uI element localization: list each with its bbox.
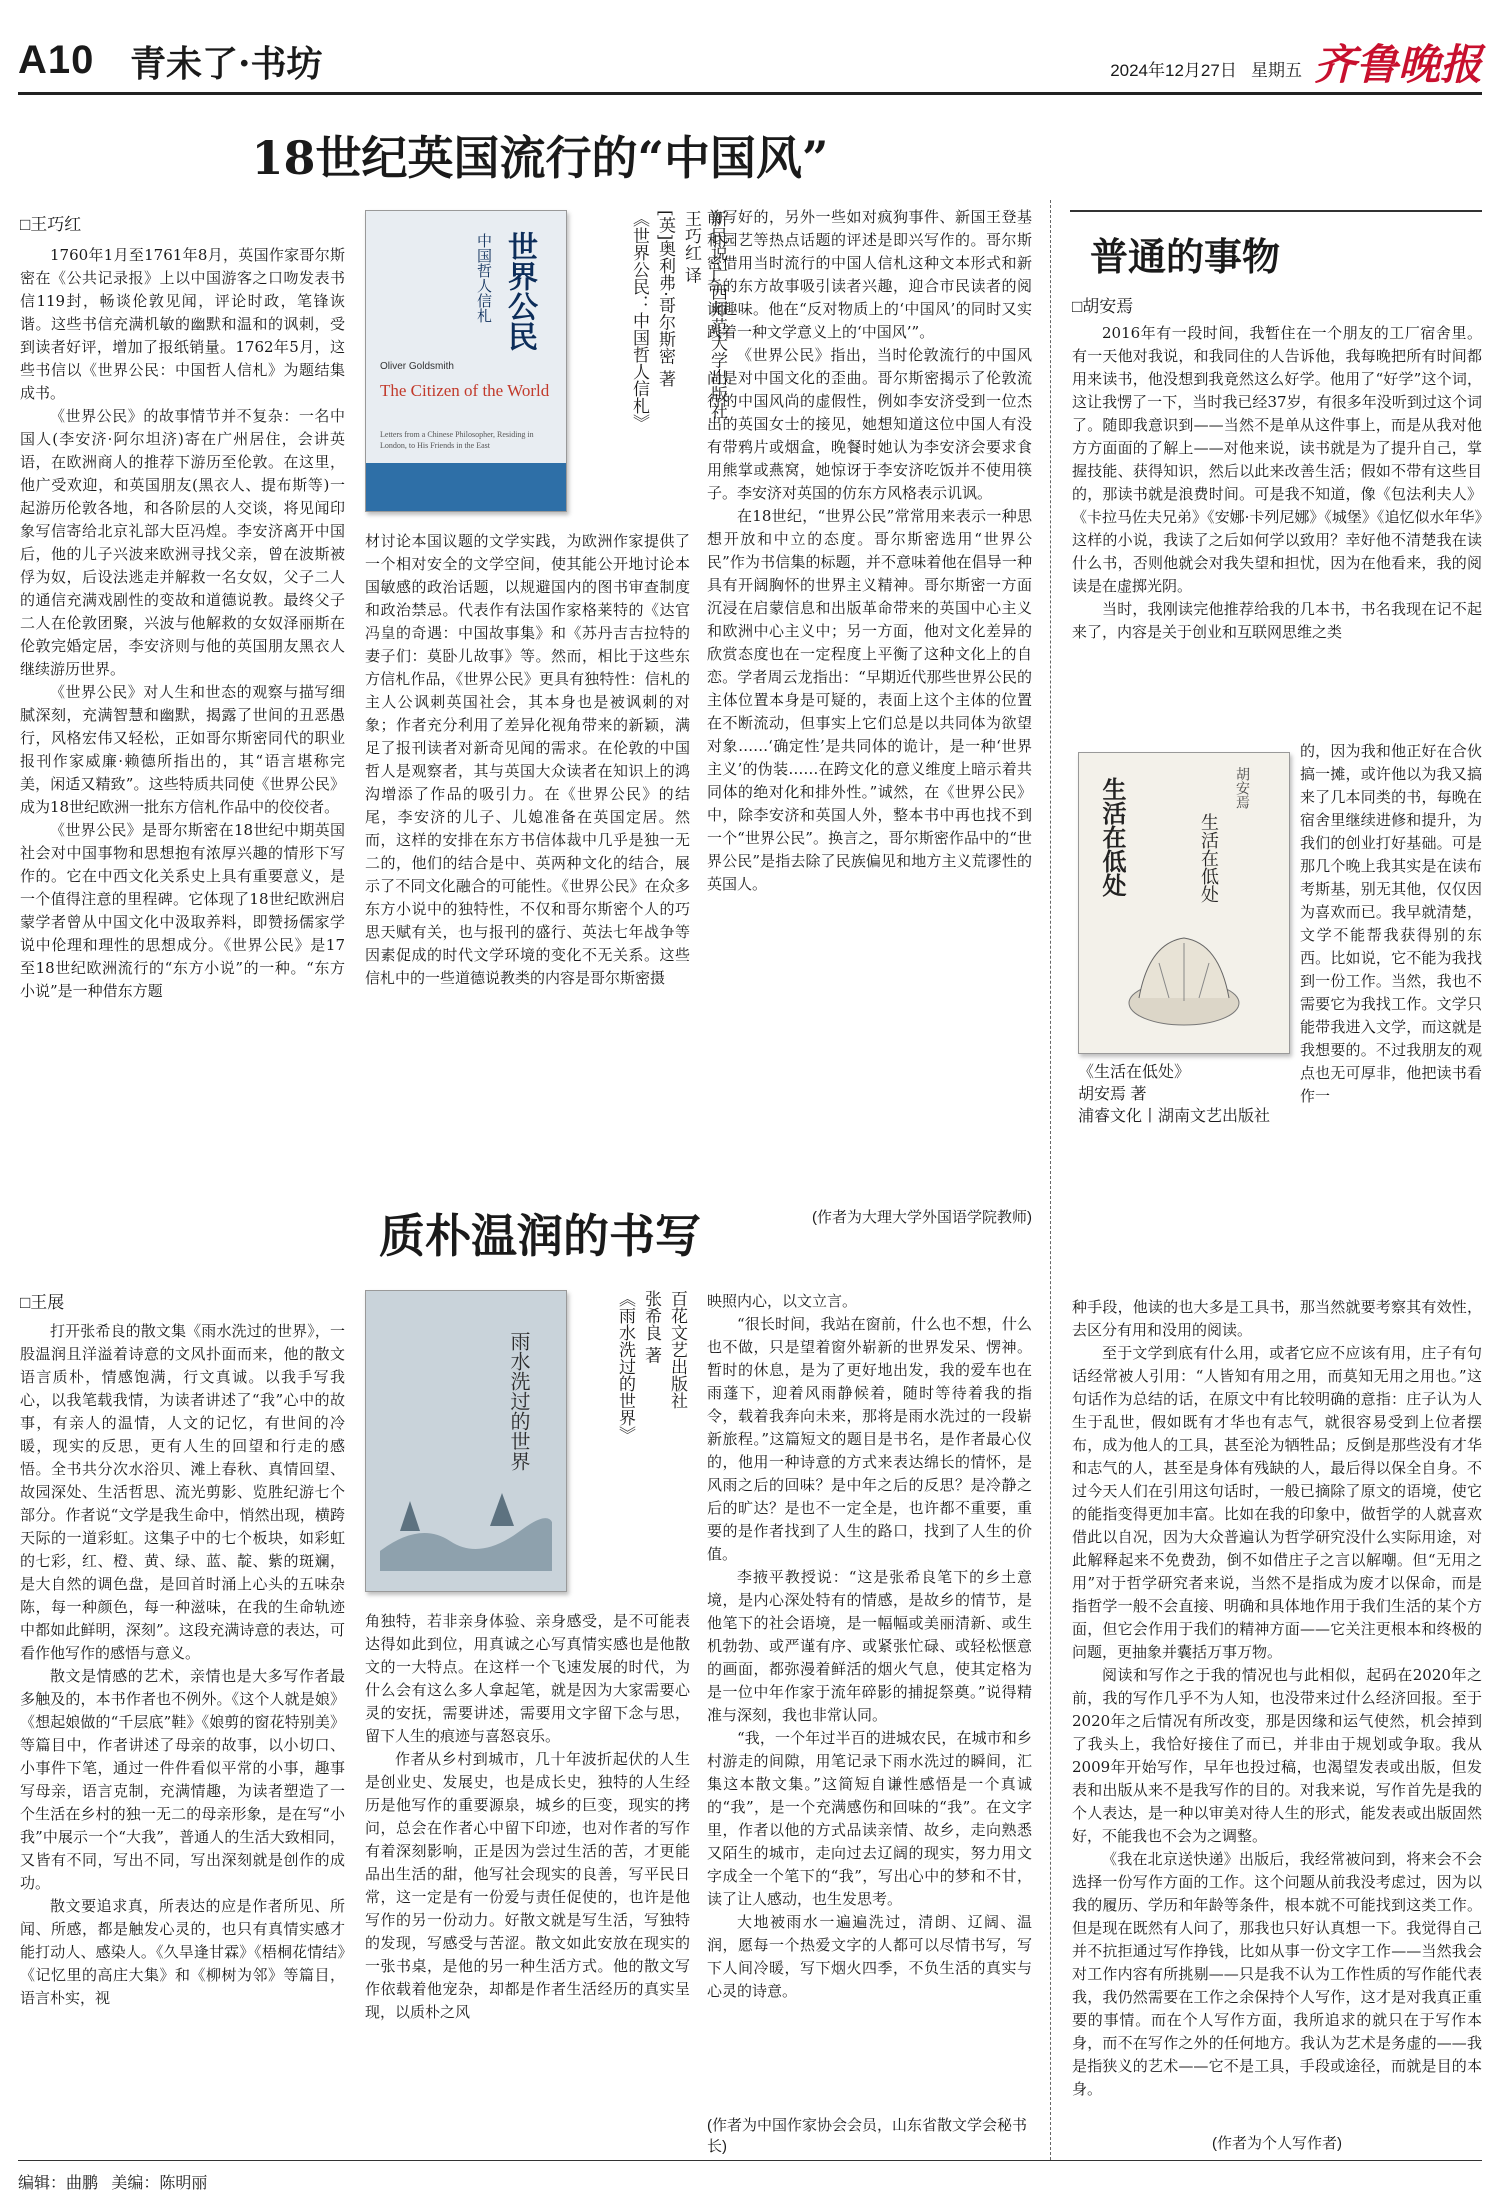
newspaper-logo: 齐鲁晚报 [1313, 40, 1482, 89]
article1-author-note: (作者为大理大学外国语学院教师) [812, 1209, 1032, 1226]
date: 2024年12月27日 [1110, 61, 1237, 80]
book1-title: 《世界公民：中国哲人信札》 [629, 210, 649, 431]
section-title: 青未了·书坊 [130, 43, 323, 85]
cover-band [366, 463, 566, 511]
book-cover-citizen [365, 210, 567, 512]
paragraph: 打开张希良的散文集《雨水洗过的世界》，一股温润且洋溢着诗意的文风扑面而来，他的散文语言质朴，情感饱满，行文真诚。以我手写我心，以我笔载我情，为读者讲述了“我”心中的故事，有亲人的温情，人文的记忆，有世间的冷暖，现实的反思，更有人生的回望和行走的感悟。全书共分次水浴贝、滩上春秋、真情回望、故园深处、生活哲思、流光剪影、览胜纪游七个部分。作者说“文学是我生命中，悄然出现，横跨天际的一道彩虹。这集子中的七个板块，如彩虹的七彩，红、橙、黄、绿、蓝、靛、紫的斑斓，是大自然的调色盘，是回首时涌上心头的五味杂陈，每一种颜色，每一种滋味，在我的生命轨迹中都如此鲜明，深刻”。这段充满诗意的表达，可看作他写作的感悟与意义。 [20, 1322, 345, 1662]
cover-title-left: 生活在低处 [1098, 777, 1127, 897]
article2-top-rule [1070, 210, 1482, 212]
article1-column-1 [20, 244, 345, 1234]
paragraph: 前写好的，另外一些如对疯狗事件、新国王登基和园艺等热点话题的评述是即兴写作的。哥尔斯密借用当时流行的中国人信札这种文本形式和新奇的东方故事吸引读者兴趣，迎合市民读者的阅读趣味。他在“反对物质上的‘中国风’的同时又实践着一种文学意义上的‘中国风’”。 [707, 208, 1032, 341]
paragraph: 2016年有一段时间，我暂住在一个朋友的工厂宿舍里。有一天他对我说，和我同住的人告诉他，我每晚把所有时间都用来读书，他没想到我竟然这么好学。他用了“好学”这个词，这让我愣了一下，当时我已经37岁，有很多年没听到过这个词了。随即我意识到——当然不是单从这件事上，而是从我对他方方面面的了解上——对他来说，读书就是为了提升自己，掌握技能、获得知识，然后以此来改善生活；假如不带有这些目的，那读书就是浪费时间。可是我不知道，像《包法利夫人》《卡拉马佐夫兄弟》《安娜·卡列尼娜》《城堡》《追忆似水年华》这样的小说，我读了之后如何学以致用？幸好他不清楚我在读什么书，否则他就会对我失望和担忧，因为在他看来，我的阅读是在虚掷光阴。 [1072, 324, 1482, 595]
article3-column-2 [365, 1610, 690, 2155]
article2-column-b [1300, 740, 1482, 1292]
paragraph: 《世界公民》对人生和世态的观察与描写细腻深刻，充满智慧和幽默，揭露了世间的丑恶愚行，风格宏伟又轻松，正如哥尔斯密同代的职业报刊作家威廉·赖德所指出的，其“语言堪称完美，闲适又精致”。这些特质共同使《世界公民》成为18世纪欧洲一批东方信札作品中的佼佼者。 [20, 683, 345, 816]
masthead [18, 30, 1482, 95]
paragraph: 散文是情感的艺术，亲情也是大多写作者最多触及的，本书作者也不例外。《这个人就是娘》《想起娘做的“千层底”鞋》《娘剪的窗花特别美》等篇目中，作者讲述了母亲的故事，以小切口、小事件下笔，通过一件件看似平常的小事，趣事写母亲，语言克制，充满情趣，为读者塑造了一个生活在乡村的独一无二的母亲形象，是在写“小我”中展示一个“大我”，普通人的生活大致相同，又皆有不同，写出不同，写出深刻就是创作的成功。 [20, 1667, 345, 1892]
article2-column-a [1072, 322, 1482, 736]
paragraph: “很长时间，我站在窗前，什么也不想，什么也不做，只是望着窗外崭新的世界发呆、愣神。暂时的休息，是为了更好地出发，我的爱车也在雨蓬下，迎着风雨静候着，随时等待着我的指令，载着我奔向未来，那将是雨水洗过的一段崭新旅程。”这篇短文的题目是书名，是作者最心仪的，他用一种诗意的方式来表达绵长的情怀，是风雨之后的回味？是中年之后的反思？是冷静之后的旷达？是也不一定全是，也许都不重要，重要的是作者找到了人生的路口，找到了人生的价值。 [707, 1315, 1032, 1563]
book1-publisher: 新民说·广西师范大学出版社 [707, 210, 727, 420]
paragraph: 1760年1月至1761年8月，英国作家哥尔斯密在《公共记录报》上以中国游客之口吻发表书信119封，畅谈伦敦见闻，评论时政，笔锋诙谐。这些书信充满机敏的幽默和温和的讽刺，受到读者好评，增加了报纸销量。1762年5月，这些书信以《世界公民：中国哲人信札》为题结集成书。 [20, 246, 345, 402]
article2-title: 普通的事物 [1090, 234, 1281, 279]
cover-en-subtitle: Letters from a Chinese Philosopher, Residing in London, to His Friends in the East [380, 430, 534, 450]
article3-byline: □王展 [20, 1293, 65, 1312]
article1-title: 18世纪英国流行的“中国风” [251, 131, 829, 185]
book2-author: 胡安焉 著 [1078, 1086, 1147, 1103]
article3-column-1 [20, 1320, 345, 2155]
book3-title: 《雨水洗过的世界》 [615, 1290, 635, 1443]
paragraph: 的，因为我和他正好在合伙搞一摊，或许他以为我又搞来了几本同类的书，每晚在宿舍里继续进修和提升，为我们的创业打好基础。可是那几个晚上我其实是在读布考斯基，别无其他，仅仅因为喜欢而已。我早就清楚，文学不能帮我获得别的东西。比如说，它不能为我找到一份工作。当然，我也不需要它为我找工作。文学只能带我进入文学，而这就是我想要的。不过我朋友的观点也无可厚非，他把读书看作一 [1300, 742, 1482, 1105]
book2-title: 《生活在低处》 [1078, 1064, 1191, 1081]
paragraph: 阅读和写作之于我的情况也与此相似，起码在2020年之前，我的写作几乎不为人知，也没带来过什么经济回报。至于2020年之后情况有所改变，那是因缘和运气使然，机会掉到了我头上，我恰好接住了而已，并非由于规划或争取。我从2009年开始写作，早年也投过稿，也渴望发表或出版，但发表和出版从来不是我写作的目的。对我来说，写作首先是我的个人表达，是一种以审美对待人生的形式，能发表或出版固然好，不能我也不会为之调整。 [1072, 1666, 1482, 1845]
paragraph: “我，一个年过半百的进城农民，在城市和乡村游走的间隙，用笔记录下雨水洗过的瞬间，汇集这本散文集。”这简短自谦性感悟是一个真诚的“我”，是一个充满感伤和回味的“我”。在文字里，作者以他的方式品读亲情、故乡，走向熟悉又陌生的城市，走向过去辽阔的现实，努力用文字成全一个笔下的“我”，写出心中的梦和不甘，读了让人感动，也生发思考。 [707, 1729, 1032, 1908]
paragraph: 材讨论本国议题的文学实践，为欧洲作家提供了一个相对安全的文学空间，使其能公开地讨论本国敏感的政治话题，以规避国内的图书审查制度和政治禁忌。代表作有法国作家格莱特的《达官冯皇的奇遇：中国故事集》和《苏丹吉吉拉特的妻子们：莫卧儿故事》等。然而，相比于这些东方信札作品，《世界公民》更具有独特性：信札的主人公讽刺英国社会，其本身也是被讽刺的对象；作者充分利用了差异化视角带来的新颖，满足了报刊读者对新奇见闻的需求。在伦敦的中国哲人是观察者，其与英国大众读者在知识上的鸿沟增添了作品的吸引力。在《世界公民》的结尾，李安济的儿子、儿媳准备在英国定居。然而，这样的安排在东方书信体裁中几乎是独一无二的，他们的结合是中、英两种文化的结合，展示了不同文化融合的可能性。《世界公民》在众多东方小说中的独特性，不仅和哥尔斯密个人的巧思天赋有关，也与报刊的盛行、英法七年战争等因素促成的时代文学环境的变化不无关系。这些信札中的一些道德说教类的内容是哥尔斯密摄 [365, 532, 690, 987]
designer-credit: 美编：陈明丽 [111, 2175, 208, 2192]
column-divider [1050, 200, 1051, 2160]
article1-column-2 [365, 530, 690, 1234]
book2-publisher: 浦睿文化丨湖南文艺出版社 [1078, 1108, 1271, 1125]
cover-subtitle: 中国哲人信札 [475, 233, 493, 323]
paragraph: 散文要追求真，所表达的应是作者所见、所闻、所感，都是触发心灵的，也只有真情实感才能打动人、感染人。《久旱逢甘霖》《梧桐花情结》《记忆里的高庄大集》和《柳树为邻》等篇目，语言朴实，视 [20, 1897, 345, 2007]
paragraph: 映照内心，以文立言。 [707, 1292, 858, 1310]
footer-rule [18, 2160, 1482, 2161]
paragraph: 大地被雨水一遍遍洗过，清朗、辽阔、温润，愿每一个热爱文字的人都可以尽情书写，写下人间冷暖，写下烟火四季，不负生活的真实与心灵的诗意。 [707, 1913, 1032, 2000]
paragraph: 在18世纪，“世界公民”常常用来表示一种思想开放和中立的态度。哥尔斯密选用“世界公民”作为书信集的标题，并不意味着他在倡导一种具有开阔胸怀的世界主义精神。哥尔斯密一方面沉浸在启蒙信息和出版革命带来的英国中心主义和欧洲中心主义中；另一方面，他对文化差异的欣赏态度也在一定程度上平衡了这种文化上的自恋。学者周云龙指出：“早期近代那些世界公民的主体位置本身是可疑的，表面上这个主体的位置在不断流动，但事实上它们总是以共同体为欲望对象……‘确定性’是共同体的诡计，是一种‘世界主义’的伪装……在跨文化的意义维度上暗示着共同体的绝对化和排外性。”诚然，在《世界公民》中，除李安济和英国人外，整本书中再也找不到一个“世界公民”。换言之，哥尔斯密作品中的“世界公民”是指去除了民族偏见和地方主义荒谬性的英国人。 [707, 507, 1032, 893]
dateline [1110, 56, 1302, 81]
article1-column-3 [707, 206, 1032, 1206]
paragraph: 至于文学到底有什么用，或者它应不应该有用，庄子有句话经常被人引用：“人皆知有用之用，而莫知无用之用也。”这句话作为总结的话，在原文中有比较明确的意指：庄子认为人生于乱世，假如既有才华也有志气，就很容易受到上位者摆布，成为他人的工具，甚至沦为牺牲品；反倒是那些没有才华和志气的人，甚至是身体有残缺的人，最后得以保全自身。不过今天人们在引用这句话时，一般已摘除了原文的语境，使它的能指变得更加丰富。比如在我的印象中，做哲学的人就喜欢借此以自况，因为大众普遍认为哲学研究没什么实际用途，对此解释起来不免费劲，倒不如借庄子之言以解嘲。但“无用之用”对于哲学研究者来说，当然不是指成为废才以保命，而是指哲学一般不会直接、明确和具体地作用于我们生活的某个方面，但它会作用于我们的精神方面——它关注更根本和终极的问题，更抽象并囊括万事万物。 [1072, 1344, 1482, 1661]
paragraph: 角独特，若非亲身体验、亲身感受，是不可能表达得如此到位，用真诚之心写真情实感也是他散文的一大特点。在这样一个飞速发展的时代，为什么会有这么多人拿起笔，就是因为大家需要心灵的安抚，需要讲述，需要用文字留下念与思，留下人生的痕迹与喜怒哀乐。 [365, 1612, 690, 1745]
paragraph: 种手段，他读的也大多是工具书，那当然就要考察其有效性，去区分有用和没用的阅读。 [1072, 1298, 1482, 1339]
cover-title: 雨水洗过的世界 [507, 1331, 531, 1471]
book3-info [580, 1290, 690, 1590]
book-cover-living-low [1078, 752, 1290, 1054]
paragraph: 《世界公民》的故事情节并不复杂：一名中国人(李安济·阿尔坦济)寄在广州居住，会讲英语，在欧洲商人的推荐下游历至伦敦。在这里，他广受欢迎，和英国朋友(黑衣人、提布斯等)一起游历伦敦各地，和各阶层的人交谈，将见闻印象写信寄给北京礼部大臣冯煌。李安济离开中国后，他的儿子兴波来欧洲寻找父亲，曾在波斯被俘为奴，后设法逃走并解救一名女奴，父子二人的通信充满戏剧性的变故和道德说教。最终父子二人在伦敦团聚，兴波与他解救的女奴泽丽斯在伦敦完婚定居，李安济则与他的英国朋友黑衣人继续游历世界。 [20, 407, 345, 678]
weekday: 星期五 [1251, 61, 1302, 80]
paragraph: 李掖平教授说：“这是张希良笔下的乡土意境，是内心深处特有的情感，是故乡的情节，是他笔下的社会语境，是一幅幅或美丽清新、或生机勃勃、或严谨有序、或紧张忙碌、或轻松惬意的画面，都弥漫着鲜活的烟火气息，使其定格为是一位中年作家于流年碎影的捕捉祭奠。”说得精准与深刻，我也非常认同。 [707, 1568, 1032, 1724]
cover-en-author: Oliver Goldsmith [380, 361, 454, 372]
cover-illustration-icon [1119, 903, 1249, 1033]
editor-credit: 编辑：曲鹏 [18, 2175, 99, 2192]
paragraph: 《我在北京送快递》出版后，我经常被问到，将来会不会选择一份写作方面的工作。这个问题从前我没考虑过，因为以我的履历、学历和年龄等条件，根本就不可能找到这类工作。但是现在既然有人问了，那我也只好认真想一下。我觉得自己并不抗拒通过写作挣钱，比如从事一份文字工作——当然我会对工作内容有所挑剔——只是我不认为工作性质的写作能代表我，我仍然需要在工作之余保持个人写作，这才是对我真正重要的事情。而在个人写作方面，我所追求的就只在于写作本身，而不在写作之外的任何地方。我认为艺术是务虚的——我是指狭义的艺术——它不是工具，手段或途径，而就是目的本身。 [1072, 1850, 1482, 2098]
article3-author-note: (作者为中国作家协会会员，山东省散文学会秘书长) [707, 2117, 1027, 2155]
article3-title: 质朴温润的书写 [379, 1209, 701, 1263]
article2-byline: □胡安焉 [1072, 297, 1134, 316]
book2-caption [1078, 1062, 1293, 1128]
article1-byline: □王巧红 [20, 215, 82, 234]
article2-column-c [1072, 1296, 1482, 2126]
book3-author: 张希良 著 [641, 1290, 661, 1364]
paragraph: 作者从乡村到城市，几十年波折起伏的人生是创业史、发展史，也是成长史，独特的人生经历是他写作的重要源泉，城乡的巨变，现实的拷问，总会在作者心中留下印迹，也对作者的写作有着深刻影响，正是因为尝过生活的苦，才更能品出生活的甜，他写社会现实的良善，写平民日常，这一定是有一份爱与责任促使的，也许是他写作的另一份动力。好散文就是写生活，写独特的发现，写感受与苦涩。散文如此安放在现实的一张书桌，是他的另一种生活方式。他的散文写作依载着他宠杂，却都是作者生活经历的真实呈现，以质朴之风 [365, 1750, 690, 2021]
paragraph: 《世界公民》是哥尔斯密在18世纪中期英国社会对中国事物和思想抱有浓厚兴趣的情形下写作的。它在中西文化关系史上具有重要意义，是一个值得注意的里程碑。它体现了18世纪欧洲启蒙学者曾从中国文化中汲取养料，即赞扬儒家学说中伦理和理性的思想成分。《世界公民》是17至18世纪欧洲流行的“东方小说”的一种。“东方小说”是一种借东方题 [20, 821, 345, 1000]
book1-translator: 王巧红 译 [681, 210, 701, 284]
cover-title-right: 生活在低处 [1198, 813, 1219, 903]
paragraph: 《世界公民》指出，当时伦敦流行的中国风尚是对中国文化的歪曲。哥尔斯密揭示了伦敦流行的中国风尚的虚假性，例如李安济受到一位杰出的英国女士的接见，她想知道这位中国人有没有带鸦片或烟盒，晚餐时她认为李安济会要求食用熊掌或燕窝，她惊讶于李安济吃饭并不使用筷子。李安济对英国的仿东方风格表示讥讽。 [707, 346, 1032, 502]
article3-column-3 [707, 1290, 1032, 2110]
cover-landscape-icon [380, 1471, 552, 1571]
book-cover-rain-washed [365, 1290, 567, 1592]
cover-author: 胡安焉 [1234, 767, 1250, 809]
book1-author: [英]奥利弗·哥尔斯密 著 [655, 210, 675, 388]
paragraph: 当时，我刚读完他推荐给我的几本书，书名我现在记不起来了，内容是关于创业和互联网思维之类 [1072, 600, 1482, 641]
cover-title: 世界公民 [502, 231, 537, 351]
page-number: A10 [18, 38, 95, 82]
cover-en-title: The Citizen of the World [380, 381, 550, 400]
article2-author-note: (作者为个人写作者) [1212, 2135, 1342, 2152]
footer [18, 2170, 207, 2193]
book3-publisher: 百花文艺出版社 [667, 1290, 687, 1409]
